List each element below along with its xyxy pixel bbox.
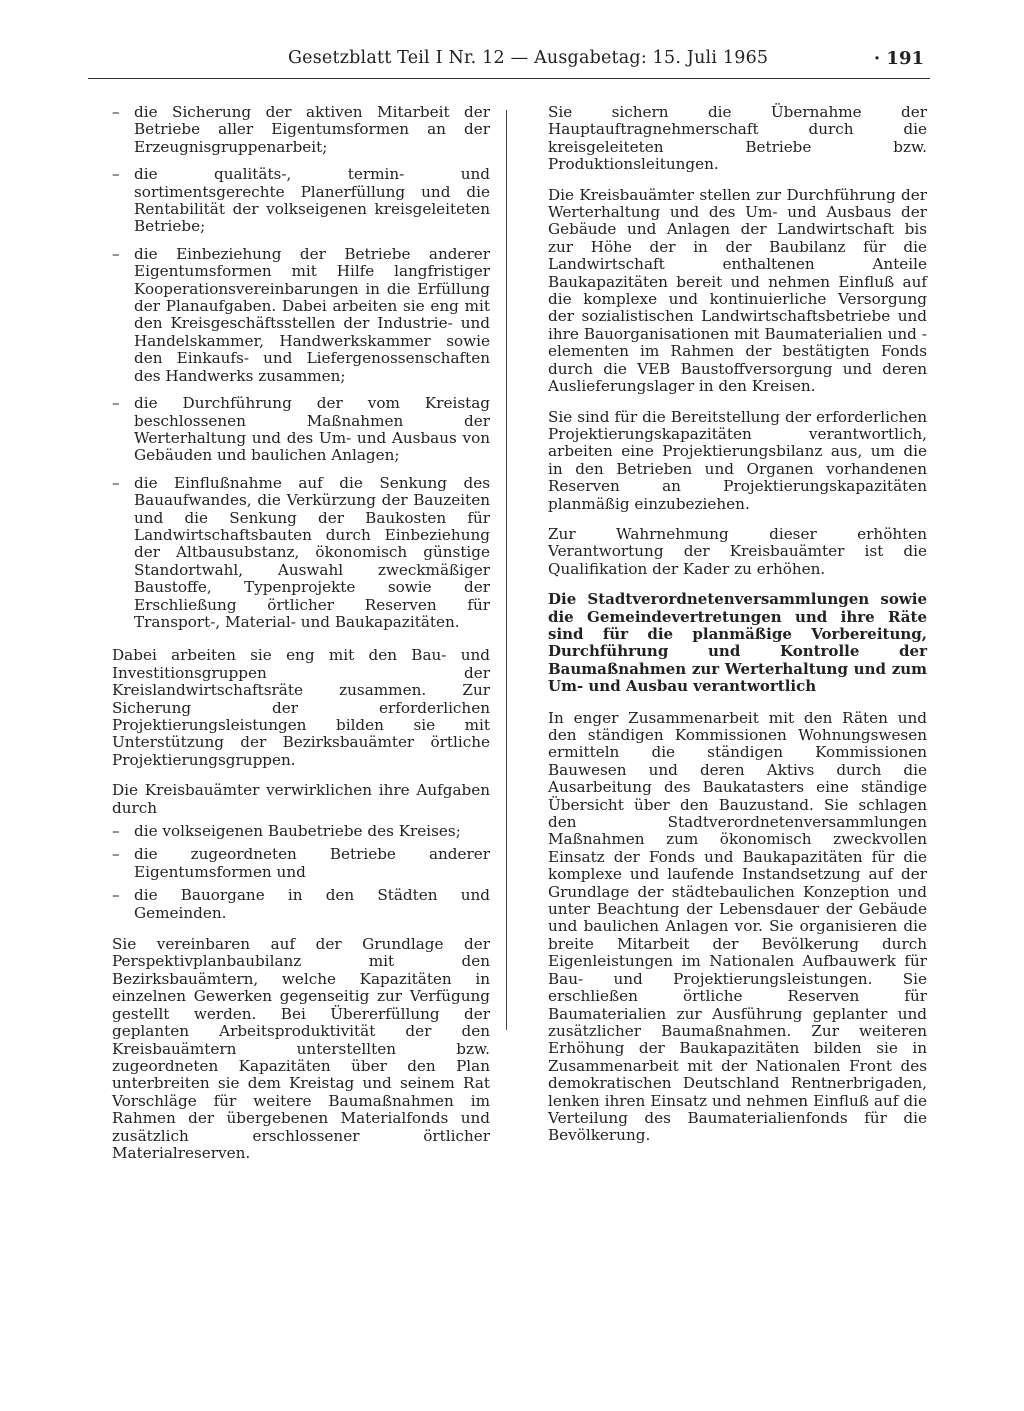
list-item [112,395,490,465]
paragraph: Die Kreisbauämter stellen zur Durchführung der Werterhaltung und des Um- und Ausbaus der Gebäude und Anlagen der Landwirtschaft bis zur Höhe der in der Baubilanz für die Landwirtschaft enthaltenen Anteile Baukapazitäten bereit und nehmen Einfluß auf die komplexe und kontinuierliche Versorgung der sozialistischen Landwirtschaftsbetriebe und ihre Bauorganisationen mit Baumaterialien und -elementen im Rahmen der bestätigten Fonds durch die VEB Baustoffversorgung und deren Auslieferungslager in den Kreisen. [548,185,927,396]
dash-icon: – [112,886,120,905]
right-column [548,104,927,1158]
dash-icon: – [112,244,120,263]
header-title: Gesetzblatt Teil I Nr. 12 — Ausgabetag: 15. Juli 1965 [288,48,769,68]
dash-icon: – [112,845,120,864]
paragraph: Sie sichern die Übernahme der Hauptauftragnehmerschaft durch die kreisgeleiteten Betriebe bzw. Produktionsleitungen. [548,103,927,174]
list-item [112,104,490,156]
list-item-text: die qualitäts-, termin- und sortimentsgerechte Planerfüllung und die Rentabilität der volkseigenen kreisgeleiteten Betriebe; [134,165,490,236]
list-item [112,846,490,881]
page-number: · 191 [873,48,924,69]
list-item-text: die Bauorgane in den Städten und Gemeinden. [134,886,490,922]
paragraph: Sie sind für die Bereitstellung der erforderlichen Projektierungskapazitäten verantwortlich, arbeiten eine Projektierungsbilanz aus, um die in den Betrieben und Organen vorhandenen Reserven an Projektierungskapazitäten planmäßig einzubeziehen. [548,407,927,513]
paragraph: Zur Wahrnehmung dieser erhöhten Verantwortung der Kreisbauämter ist die Qualifikation der Kader zu erhöhen. [548,524,927,578]
list-item [112,246,490,385]
dash-icon: – [112,394,120,413]
header-rule [88,78,930,79]
list-item-text: die volkseigenen Baubetriebe des Kreises; [134,822,461,841]
dash-icon: – [112,165,120,184]
list-item-text: die Einflußnahme auf die Senkung des Bauaufwandes, die Verkürzung der Bauzeiten und die Senkung der Baukosten für Landwirtschaftsbauten durch Einbeziehung der Altbausubstanz, ökonomisch günstige Standortwahl, Auswahl zweckmäßiger Baustoffe, Typenprojekte sowie der Erschließung örtlicher Reserven für Transport-, Material- und Baukapazitäten. [134,473,490,631]
dash-icon: – [112,103,120,121]
list-item [112,475,490,632]
paragraph: Die Kreisbauämter verwirklichen ihre Aufgaben durch [112,781,490,817]
list-item [112,887,490,922]
list-item-text: die Sicherung der aktiven Mitarbeit der Betriebe aller Eigentumsformen an der Erzeugnisgruppenarbeit; [134,103,490,156]
section-heading: Die Stadtverordnetenversammlungen sowie die Gemeindevertretungen und ihre Räte sind für die planmäßige Vorbereitung, Durchführung und Kontrolle der Baumaßnahmen zur Werterhaltung und zum Um- und Ausbau verantwortlich [548,590,927,696]
paragraph: Sie vereinbaren auf der Grundlage der Perspektivplanbaubilanz mit den Bezirksbauämtern, welche Kapazitäten in einzelnen Gewerken gegenseitig zur Verfügung gestellt werden. Bei Übererfüllung der geplanten Arbeitsproduktivität der den Kreisbauämtern unterstellten bzw. zugeordneten Kapazitäten über den Plan unterbreiten sie dem Kreistag und seinem Rat Vorschläge für weitere Baumaßnahmen im Rahmen der übergebenen Materialfonds und zusätzlich erschlossener örtlicher Materialreserven. [112,935,490,1162]
column-divider [506,110,507,1030]
left-column [112,104,490,1175]
paragraph: In enger Zusammenarbeit mit den Räten und den ständigen Kommissionen Wohnungswesen ermitteln die ständigen Kommissionen Bauwesen und deren Aktivs durch die Ausarbeitung des Baukatasters eine ständige Übersicht über den Bauzustand. Sie schlagen den Stadtverordnetenversammlungen Maßnahmen zum ökonomisch zweckvollen Einsatz der Fonds und Baukapazitäten für die komplexe und laufende Instandsetzung auf der Grundlage der städtebaulichen Konzeption und unter Beachtung der Lebensdauer der Gebäude und baulichen Anlagen vor. Sie organisieren die breite Mitarbeit der Bevölkerung durch Eigenleistungen im Nationalen Aufbauwerk für Bau- und Projektierungsleistungen. Sie erschließen örtliche Reserven für Baumaterialien zur Ausführung geplanter und zusätzlicher Baumaßnahmen. Zur weiteren Erhöhung der Baukapazitäten bilden sie in Zusammenarbeit mit der Nationalen Front des demokratischen Deutschland Rentnerbrigaden, lenken ihren Einsatz und nehmen Einfluß auf die Verteilung des Baumaterialienfonds für die Bevölkerung. [548,708,927,1145]
list-item-text: die Durchführung der vom Kreistag beschlossenen Maßnahmen der Werterhaltung und des Um- und Ausbaus von Gebäuden und baulichen Anlagen; [134,394,490,465]
list-item [112,823,490,840]
list-item-text: die zugeordneten Betriebe anderer Eigentumsformen und [134,845,490,881]
paragraph: Dabei arbeiten sie eng mit den Bau- und Investitionsgruppen der Kreislandwirtschaftsräte zusammen. Zur Sicherung der erforderlichen Projektierungsleistungen bilden sie mit Unterstützung der Bezirksbauämter örtliche Projektierungsgruppen. [112,646,490,769]
list-item [112,166,490,236]
dash-icon: – [112,473,120,492]
dash-icon: – [112,822,120,841]
list-item-text: die Einbeziehung der Betriebe anderer Eigentumsformen mit Hilfe langfristiger Kooperationsvereinbarungen in die Erfüllung der Planaufgaben. Dabei arbeiten sie eng mit den Kreisgeschäftsstellen der Industrie- und Handelskammer, Handwerkskammer sowie den Einkaufs- und Liefergenossenschaften des Handwerks zusammen; [134,244,490,385]
page-header [88,48,928,74]
